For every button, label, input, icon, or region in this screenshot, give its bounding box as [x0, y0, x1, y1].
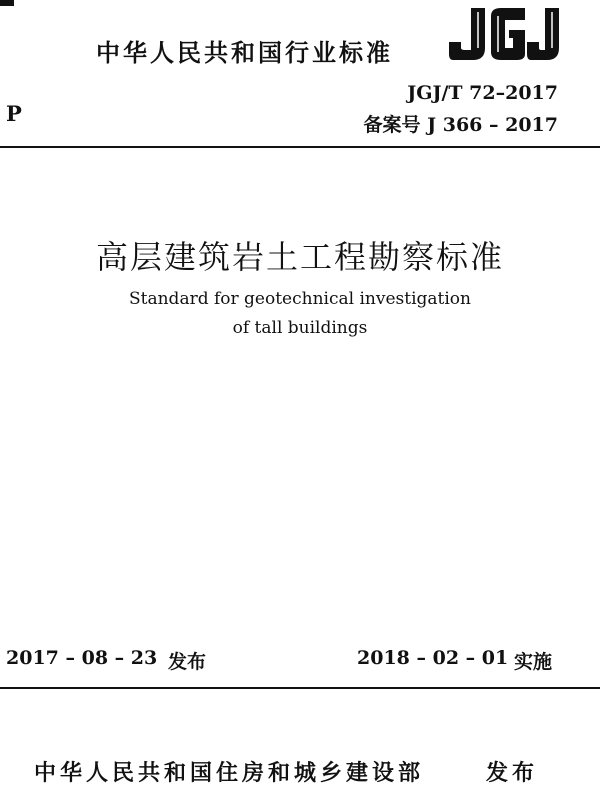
- bottom-divider: [0, 687, 600, 689]
- series-title: 中华人民共和国行业标准: [96, 39, 393, 67]
- implement-date: 2018 – 02 – 01: [357, 647, 509, 669]
- jgj-logo: [447, 4, 565, 64]
- corner-mark: [0, 0, 14, 6]
- title-chinese: 高层建筑岩土工程勘察标准: [95, 238, 504, 276]
- title-english-line1: Standard for geotechnical investigation: [129, 289, 471, 309]
- publisher: 中华人民共和国住房和城乡建设部: [34, 761, 425, 786]
- implement-label: 实施: [514, 651, 553, 673]
- title-english-line2: of tall buildings: [232, 318, 368, 338]
- standard-number: JGJ/T 72–2017: [407, 82, 558, 104]
- category-code: P: [6, 101, 22, 126]
- issue-label: 发布: [168, 651, 207, 673]
- publish-label: 发布: [486, 761, 539, 786]
- filing-number: 备案号 J 366 – 2017: [363, 114, 558, 136]
- top-divider: [0, 146, 600, 148]
- issue-date: 2017 – 08 – 23: [6, 647, 158, 669]
